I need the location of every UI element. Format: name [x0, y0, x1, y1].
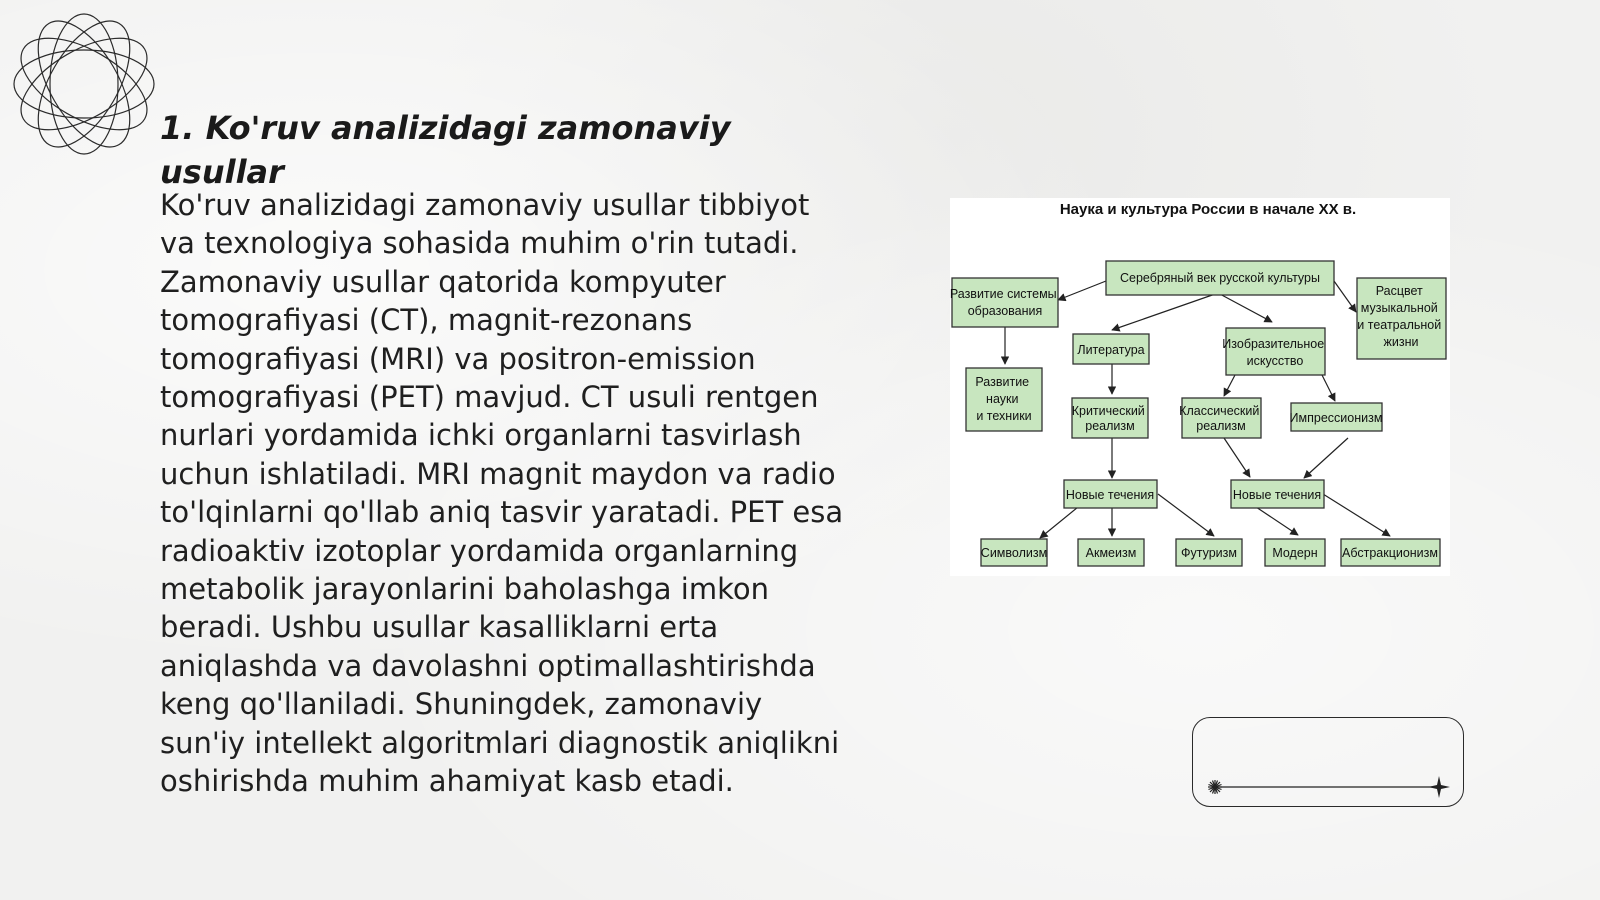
decorative-timeline-card — [1192, 717, 1464, 807]
node-education-box — [952, 278, 1058, 327]
sparkle-icon — [1428, 776, 1450, 798]
culture-diagram-svg — [950, 198, 1450, 576]
node-futurism: Футуризм — [1181, 546, 1237, 560]
diagram-title: Наука и культура России в начале XX в. — [1059, 201, 1357, 218]
node-impressionism: Импрессионизм — [1289, 411, 1383, 425]
node-new-trends-art: Новые течения — [1232, 488, 1322, 502]
node-silver-age: Серебряный век русской культуры — [1120, 271, 1320, 285]
node-fine-arts: Изобразительное искусство — [1222, 337, 1325, 368]
node-modern: Модерн — [1272, 546, 1318, 560]
node-education: Развитие системы образования — [950, 287, 1057, 318]
timeline-line-icon — [1193, 718, 1465, 808]
slide-body-text: Ko'ruv analizidagi zamonaviy usullar tibbiyot va texnologiya sohasida muhim o'rin tutadi. Zamonaviy usullar qatorida kompyuter tomografiyasi (CT), magnit-rezonans tomografiyasi (MRI) va positron-emission tomografiyasi (PET) mavjud. CT usuli rentgen nurlari yordamida ichki organlarni tasvirlash uchun ishlatiladi. MRI magnit maydon va radio to'lqinlarni qo'llab aniq tasvir yaratadi. PET esa radioaktiv izotoplar yordamida organlarning metabolik jarayonlarini baholashga imkon beradi. Ushbu usullar kasalliklarni erta aniqlashda va davolashni optimallashtirishda keng qo'llaniladi. Shuningdek, zamonaviy sun'iy intellekt algoritmlari diagnostik aniqlikni oshirishda muhim ahamiyat kasb etadi. — [160, 188, 844, 799]
node-abstractionism: Абстракционизм — [1341, 546, 1439, 560]
orbit-ornament-icon — [10, 10, 158, 158]
node-new-trends-lit: Новые течения — [1065, 488, 1155, 502]
slide-title: 1. Ko'ruv analizidagi zamonaviy usullar — [160, 109, 731, 191]
node-acmeism: Акмеизм — [1085, 546, 1137, 560]
culture-diagram — [950, 198, 1450, 576]
node-classical-realism: Классический реализм — [1179, 404, 1260, 433]
node-music: Расцвет музыкальной и театральной жизни — [1357, 284, 1442, 349]
node-symbolism: Символизм — [980, 546, 1048, 560]
node-literature: Литература — [1077, 343, 1145, 357]
node-science: Развитие науки и техники — [975, 375, 1032, 423]
starburst-icon — [1208, 780, 1222, 794]
node-critical-realism: Критический реализм — [1071, 404, 1145, 433]
